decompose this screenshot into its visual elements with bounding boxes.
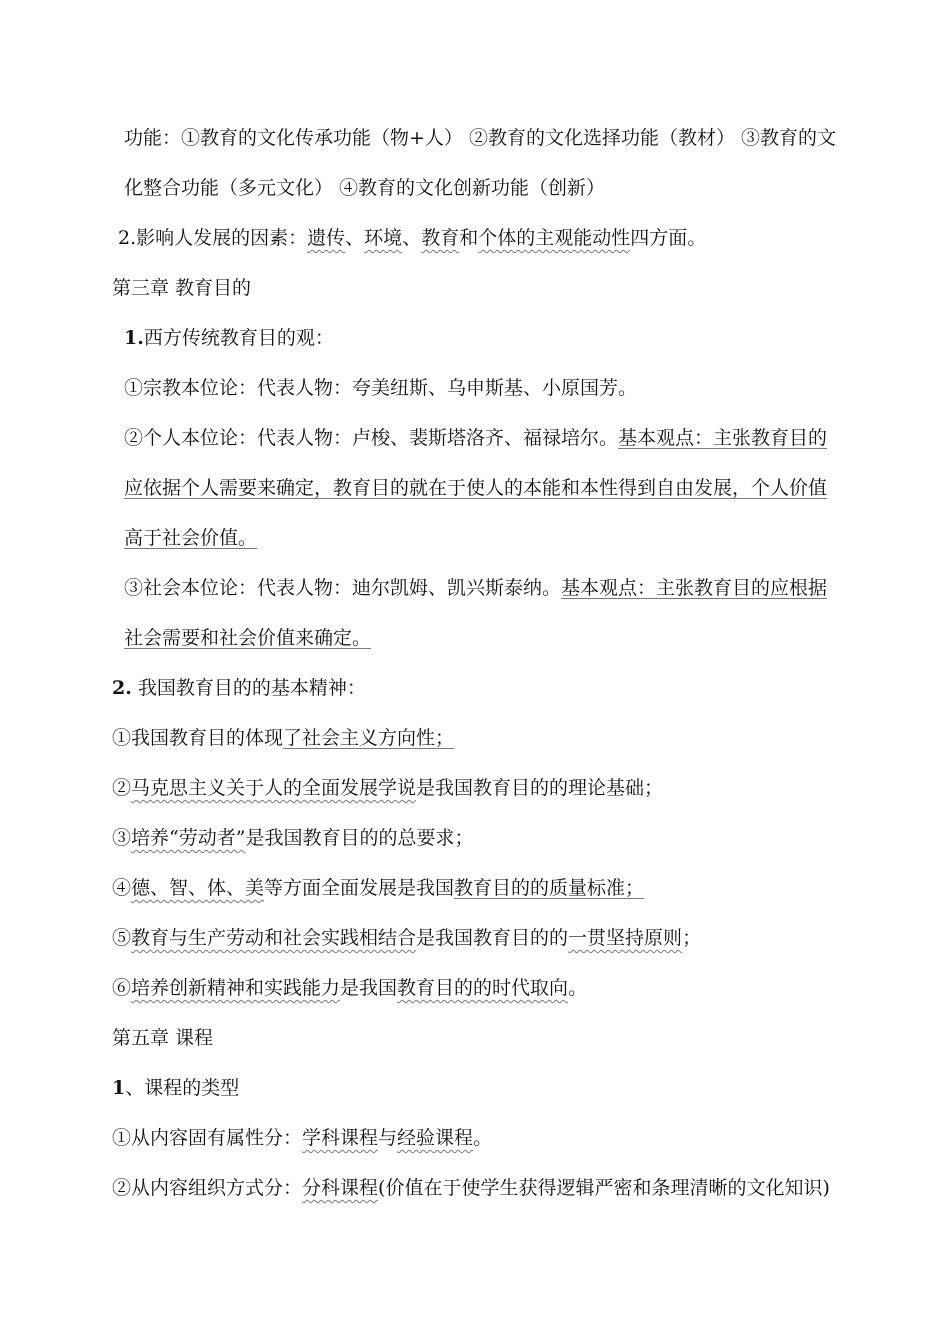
text-span: 与 xyxy=(378,1127,398,1149)
text-span: 是我国教育目的的 xyxy=(416,927,569,949)
text-line-culture-functions-cont xyxy=(124,176,605,200)
text-line-individual-based-end xyxy=(124,526,257,550)
annotated-term: 马克思主义关于人的全面发展学说 xyxy=(131,777,417,799)
section-heading-course-types xyxy=(112,1076,239,1100)
text-span: ①我国教育目的体现 xyxy=(112,727,284,749)
text-span: ①宗教本位论：代表人物：夸美纽斯、乌申斯基、小原国芳。 xyxy=(124,377,638,399)
section-number: 1. xyxy=(124,327,144,349)
text-span: 是我国教育目的的总要求； xyxy=(245,827,474,849)
annotated-term: 经验课程 xyxy=(397,1127,474,1149)
underlined-text: 高于社会价值。 xyxy=(124,527,258,549)
text-span: ； xyxy=(682,927,702,949)
text-line-spirit-1 xyxy=(112,726,454,750)
text-span: 、课程的类型 xyxy=(125,1077,240,1099)
annotated-term: 环境 xyxy=(364,227,403,249)
section-heading-western-views xyxy=(124,326,334,350)
text-span: ② xyxy=(112,777,132,799)
text-line-course-type-1 xyxy=(112,1126,492,1150)
text-line-society-based xyxy=(124,576,827,600)
section-heading-basic-spirit xyxy=(112,676,366,700)
text-span: ③社会本位论：代表人物：迪尔凯姆、凯兴斯泰纳。 xyxy=(124,577,562,599)
text-span: 化整合功能（多元文化） ④教育的文化创新功能（创新） xyxy=(124,177,606,199)
text-span: 和 xyxy=(459,227,479,249)
chapter-heading-3 xyxy=(112,276,251,300)
annotated-term: 遗传 xyxy=(307,227,346,249)
text-line-spirit-4 xyxy=(112,876,644,900)
text-span: 、 xyxy=(402,227,422,249)
annotated-term: 教育与生产劳动和社会实践相结合 xyxy=(131,927,417,949)
text-span: ①从内容固有属性分： xyxy=(112,1127,303,1149)
section-number: 1 xyxy=(112,1077,126,1099)
text-span: 。 xyxy=(473,1127,493,1149)
text-span: 西方传统教育目的观： xyxy=(143,327,334,349)
text-line-spirit-5 xyxy=(112,926,701,950)
section-number: 2. xyxy=(112,677,132,699)
text-span: 是我国 xyxy=(340,977,398,999)
annotated-term: 一贯坚持原则 xyxy=(568,927,683,949)
text-span: 、 xyxy=(345,227,365,249)
text-span: ②从内容组织方式分： xyxy=(112,1177,303,1199)
text-line-spirit-6 xyxy=(112,976,587,1000)
annotated-term: 教育目的的时代取向 xyxy=(397,977,569,999)
annotated-term: 学科课程 xyxy=(302,1127,379,1149)
underlined-text: 社会需要和社会价值来确定。 xyxy=(124,627,372,649)
annotated-term: 个体的主观能动性 xyxy=(478,227,631,249)
annotated-term: 德、智、体、美 xyxy=(131,877,265,899)
text-span: 第三章 教育目的 xyxy=(112,277,252,299)
annotated-term: 培养“劳动者” xyxy=(131,827,246,849)
text-span: ④ xyxy=(112,877,132,899)
underlined-text: 应依据个人需要来确定，教育目的就在于使人的本能和本性得到自由发展，个人价值 xyxy=(124,477,828,499)
text-span: (价值在于使学生获得逻辑严密和条理清晰的文化知识) xyxy=(378,1177,830,1199)
text-span: 是我国教育目的的理论基础； xyxy=(416,777,664,799)
text-line-culture-functions xyxy=(124,126,836,150)
text-span: 第五章 课程 xyxy=(112,1027,214,1049)
underlined-text: 基本观点：主张教育目的 xyxy=(618,427,828,449)
text-line-development-factors xyxy=(118,226,706,250)
text-span: 功能：①教育的文化传承功能（物+人） ②教育的文化选择功能（教材） ③教育的文 xyxy=(124,127,837,149)
text-span: 2.影响人发展的因素： xyxy=(118,227,308,249)
text-line-society-based-end xyxy=(124,626,371,650)
text-span: ⑥ xyxy=(112,977,132,999)
text-line-spirit-2 xyxy=(112,776,663,800)
chapter-heading-5 xyxy=(112,1026,213,1050)
text-span: ②个人本位论：代表人物：卢梭、裴斯塔洛齐、福禄培尔。 xyxy=(124,427,619,449)
underlined-text: 了社会主义方向性； xyxy=(283,727,455,749)
annotated-term: 培养创新精神和实践能力 xyxy=(131,977,341,999)
text-span: 等方面全面发展是我国 xyxy=(264,877,455,899)
underlined-text: 教育目的的质量标准； xyxy=(454,877,645,899)
annotated-term: 教育 xyxy=(421,227,460,249)
text-line-individual-based-cont xyxy=(124,476,827,500)
text-span: 。 xyxy=(568,977,588,999)
text-line-course-type-2 xyxy=(112,1176,830,1200)
text-span: ③ xyxy=(112,827,132,849)
text-line-spirit-3 xyxy=(112,826,473,850)
text-line-religion-based xyxy=(124,376,637,400)
text-span: ⑤ xyxy=(112,927,132,949)
underlined-text: 基本观点：主张教育目的应根据 xyxy=(561,577,828,599)
annotated-term: 分科课程 xyxy=(302,1177,379,1199)
text-span: 四方面。 xyxy=(630,227,707,249)
text-line-individual-based xyxy=(124,426,827,450)
text-span: 我国教育目的的基本精神： xyxy=(131,677,366,699)
